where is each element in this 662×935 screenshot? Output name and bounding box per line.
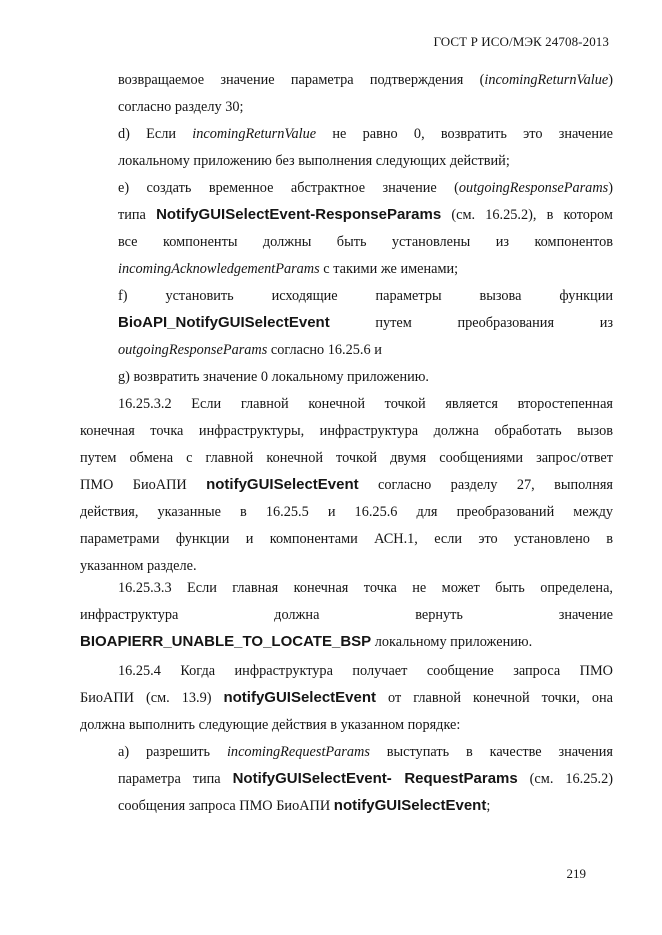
list-item-e: e) создать временное абстрактное значение (outgoingResponseParams) [118, 180, 613, 196]
paragraph-16-25-3-3: 16.25.3.3 Если главная конечная точка не может быть определена, [118, 580, 613, 596]
text-line: локальному приложению без выполнения следующих действий; [118, 153, 510, 169]
list-item-d: d) Если incomingReturnValue не равно 0, возвратить это значение [118, 126, 613, 142]
document-header: ГОСТ Р ИСО/МЭК 24708-2013 [433, 34, 609, 49]
page-number: 219 [566, 866, 586, 881]
paragraph-16-25-4: 16.25.4 Когда инфраструктура получает сообщение запроса ПМО [118, 663, 613, 679]
text-line: типа NotifyGUISelectEvent-ResponseParams (см. 16.25.2), в котором [118, 206, 613, 223]
text-line: БиоАПИ (см. 13.9) notifyGUISelectEvent от главной конечной точки, она [80, 689, 613, 706]
text-line: путем обмена с главной конечной точкой двумя сообщениями запрос/ответ [80, 450, 613, 466]
list-item-a: а) разрешить incomingRequestParams выступать в качестве значения [118, 744, 613, 760]
text-line: outgoingResponseParams согласно 16.25.6 и [118, 342, 382, 358]
text-line: параметра типа NotifyGUISelectEvent- RequestParams (см. 16.25.2) [118, 770, 613, 787]
text-line: инфраструктура должна вернуть значение [80, 607, 613, 623]
text-line: сообщения запроса ПМО БиоАПИ notifyGUISelectEvent; [118, 797, 491, 814]
text-line: incomingAcknowledgementParams с такими же именами; [118, 261, 459, 277]
text-line: конечная точка инфраструктуры, инфраструктура должна обработать вызов [80, 423, 613, 439]
list-item-g: g) возвратить значение 0 локальному приложению. [118, 369, 430, 385]
paragraph-16-25-3-2: 16.25.3.2 Если главной конечной точкой является второстепенная [118, 396, 613, 412]
text-line: согласно разделу 30; [118, 99, 244, 115]
text-line: BioAPI_NotifyGUISelectEvent путем преобразования из [118, 314, 613, 331]
text-line: BIOAPIERR_UNABLE_TO_LOCATE_BSP локальному приложению. [80, 633, 533, 650]
text-line: все компоненты должны быть установлены из компонентов [118, 234, 613, 250]
text-line: должна выполнить следующие действия в указанном порядке: [80, 717, 461, 733]
text-line: указанном разделе. [80, 558, 197, 574]
text-line: возвращаемое значение параметра подтверждения (incomingReturnValue) [118, 72, 613, 88]
text-line: параметрами функции и компонентами АСН.1, если это установлено в [80, 531, 613, 547]
list-item-f: f) установить исходящие параметры вызова функции [118, 288, 613, 304]
text-line: действия, указанные в 16.25.5 и 16.25.6 для преобразований между [80, 504, 613, 520]
text-line: ПМО БиоАПИ notifyGUISelectEvent согласно разделу 27, выполняя [80, 476, 613, 493]
